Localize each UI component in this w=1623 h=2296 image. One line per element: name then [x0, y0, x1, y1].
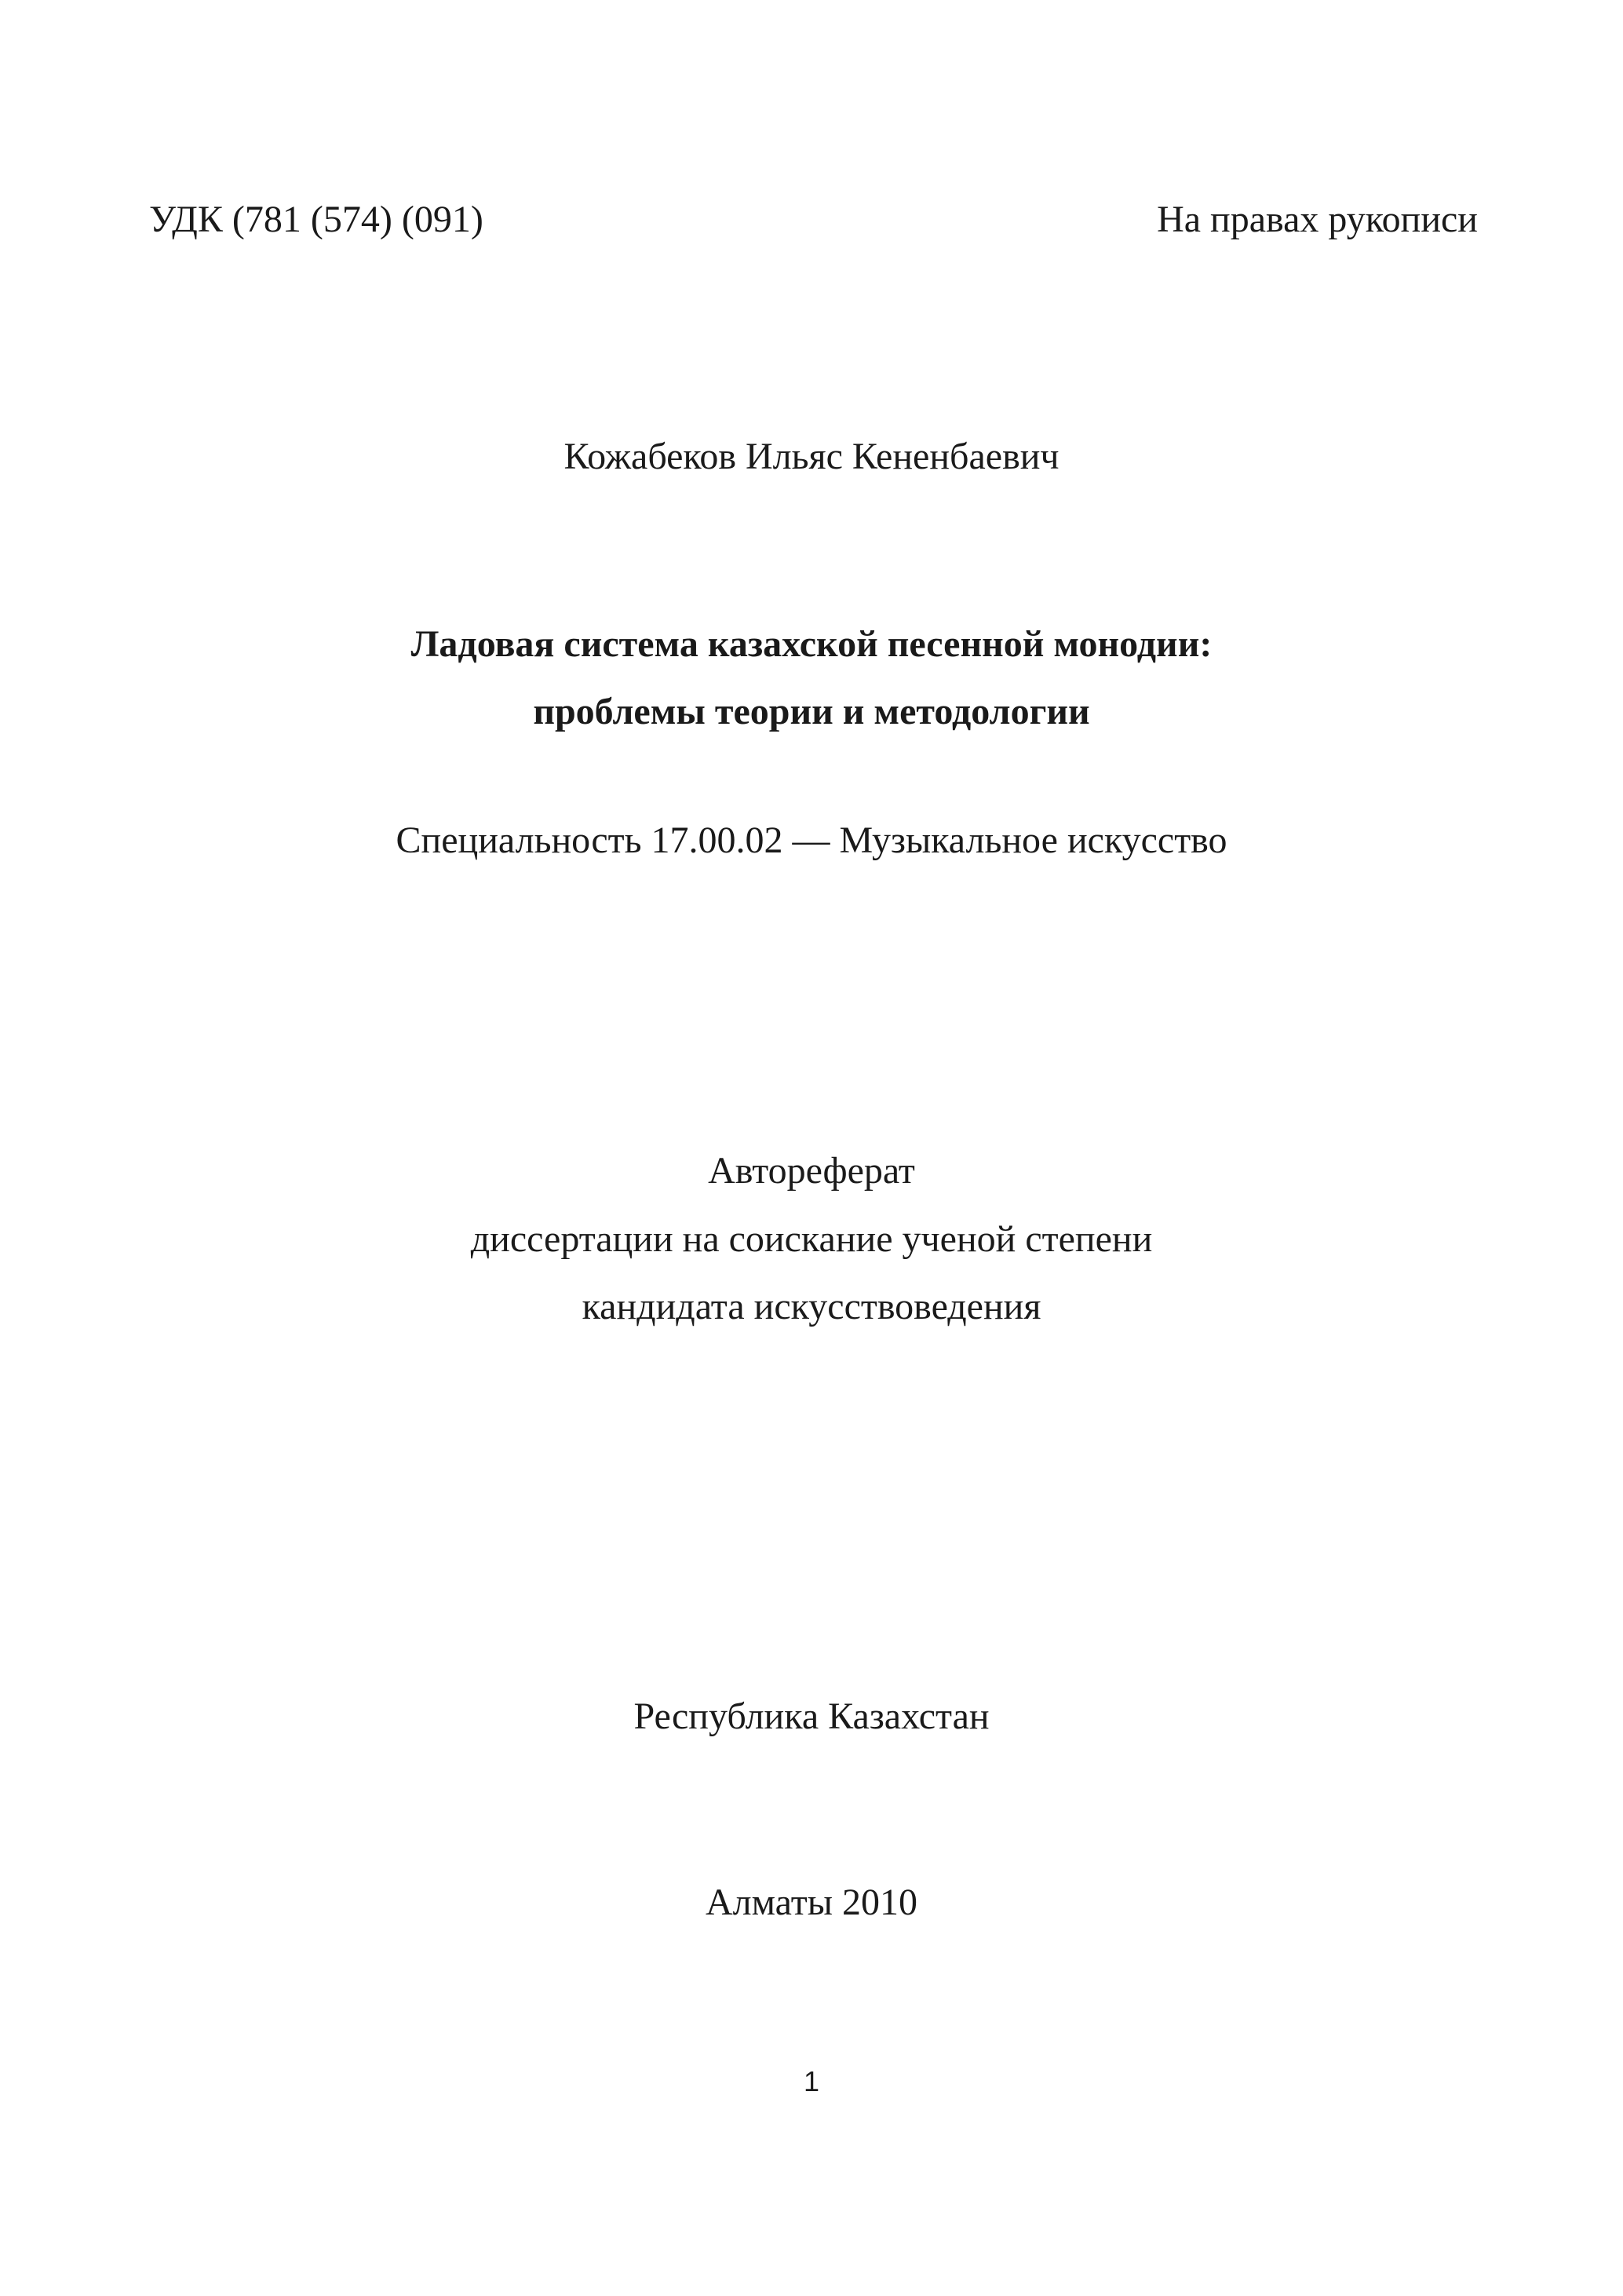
- author-name: Кожабеков Ильяс Кененбаевич: [563, 436, 1060, 477]
- abstract-line-1: Автореферат: [708, 1150, 915, 1192]
- city-year: Алматы 2010: [706, 1882, 917, 1923]
- abstract-line-3: кандидата искусствоведения: [582, 1286, 1041, 1327]
- udc-code: УДК (781 (574) (091): [149, 199, 483, 240]
- specialty: Специальность 17.00.02 — Музыкальное искусство: [396, 819, 1227, 861]
- title-line-2: проблемы теории и методологии: [533, 691, 1090, 732]
- abstract-line-2: диссертации на соискание ученой степени: [470, 1218, 1153, 1260]
- country: Республика Казахстан: [633, 1696, 990, 1737]
- manuscript-rights: На правах рукописи: [1157, 199, 1478, 240]
- page-number: 1: [803, 2065, 820, 2097]
- title-line-1: Ладовая система казахской песенной монодии:: [410, 623, 1213, 665]
